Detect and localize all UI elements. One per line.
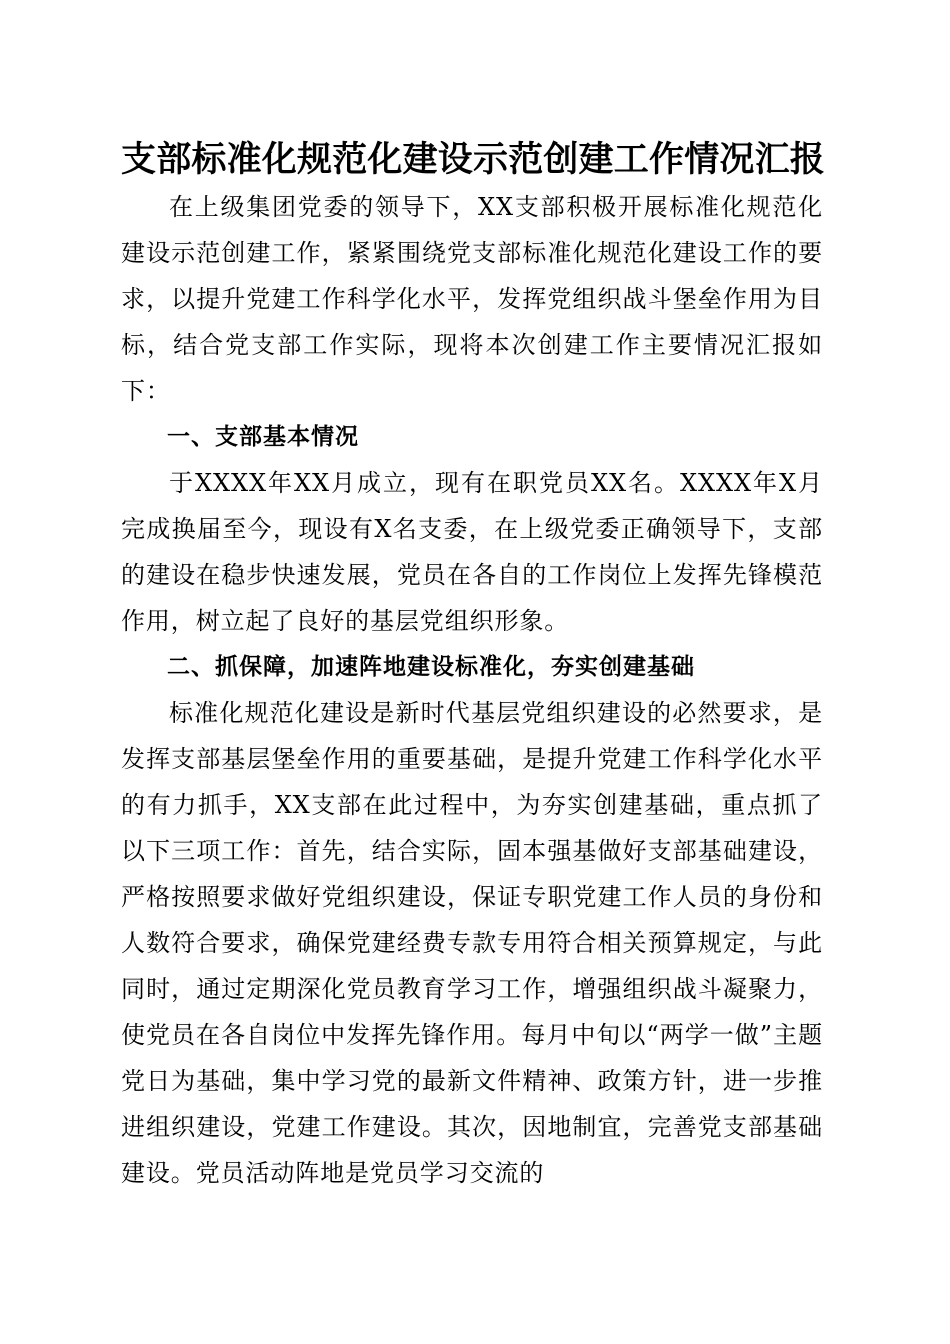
section-2-heading: 二、抓保障，加速阵地建设标准化，夯实创建基础 [167,654,695,680]
intro-paragraph: 在上级集团党委的领导下，XX支部积极开展标准化规范化建设示范创建工作，紧紧围绕党支部标准化规范化建设工作的要求，以提升党建工作科学化水平，发挥党组织战斗堡垒作用为目标，结合党支部工作实际，现将本次创建工作主要情况汇报如下： [121,193,823,405]
section-1-heading: 一、支部基本情况 [167,424,359,450]
section-2-paragraph: 标准化规范化建设是新时代基层党组织建设的必然要求，是发挥支部基层堡垒作用的重要基础，是提升党建工作科学化水平的有力抓手，XX支部在此过程中，为夯实创建基础，重点抓了以下三项工作：首先，结合实际，固本强基做好支部基础建设，严格按照要求做好党组织建设，保证专职党建工作人员的身份和人数符合要求，确保党建经费专款专用符合相关预算规定，与此同时，通过定期深化党员教育学习工作，增强组织战斗凝聚力，使党员在各自岗位中发挥先锋作用。每月中旬以“两学一做”主题党日为基础，集中学习党的最新文件精神、政策方针，进一步推进组织建设，党建工作建设。其次，因地制宜，完善党支部基础建设。党员活动阵地是党员学习交流的 [121,699,823,1187]
section-1-paragraph: 于XXXX年XX月成立，现有在职党员XX名。XXXX年X月完成换届至今，现设有X名支委，在上级党委正确领导下，支部的建设在稳步快速发展，党员在各自的工作岗位上发挥先锋模范作用，树立起了良好的基层党组织形象。 [121,469,823,635]
document-title: 支部标准化规范化建设示范创建工作情况汇报 [121,139,826,180]
document-page [121,138,826,1196]
